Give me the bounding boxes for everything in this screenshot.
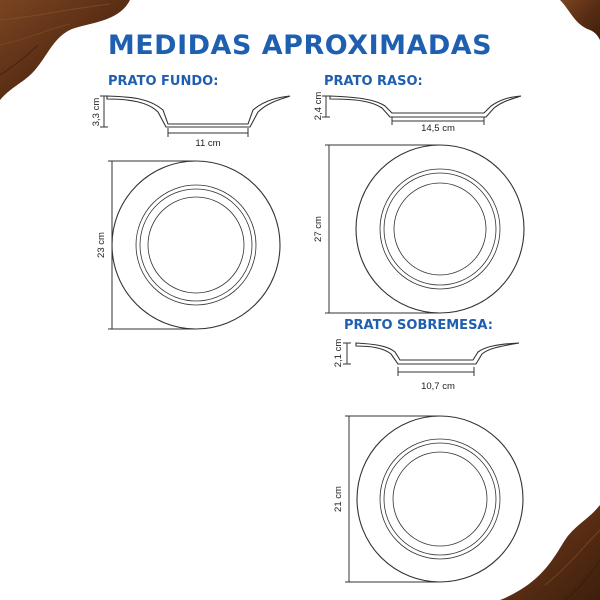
prato-sobremesa-top-view [357,416,523,582]
prato-fundo-top-view [112,161,280,329]
prato-fundo-height-label: 3,3 cm [91,97,102,127]
prato-sobremesa-heading: PRATO SOBREMESA: [344,318,493,333]
prato-sobremesa-diameter-label: 21 cm [333,486,344,512]
prato-raso-base-label: 14,5 cm [421,123,455,134]
prato-sobremesa-base-dim [398,367,474,392]
prato-raso-heading: PRATO RASO: [324,74,423,89]
prato-sobremesa-height-dim [333,339,351,368]
prato-fundo-heading: PRATO FUNDO: [108,74,219,89]
prato-fundo-height-dim [91,96,108,127]
prato-fundo-diameter-label: 23 cm [96,232,107,258]
prato-raso-top-view [356,145,524,313]
prato-fundo-base-dim [168,128,248,149]
page-title: MEDIDAS APROXIMADAS [107,30,493,61]
prato-sobremesa-base-label: 10,7 cm [421,381,455,392]
prato-raso-side-view [330,96,521,117]
prato-fundo-base-label: 11 cm [195,138,221,149]
prato-raso-base-dim [392,117,484,134]
prato-sobremesa-height-label: 2,1 cm [333,338,344,368]
prato-sobremesa-side-view [356,343,519,364]
prato-raso-diameter-label: 27 cm [313,216,324,242]
prato-raso-height-label: 2,4 cm [313,91,324,121]
prato-fundo-side-view [107,96,290,127]
prato-raso-height-dim [313,92,330,121]
